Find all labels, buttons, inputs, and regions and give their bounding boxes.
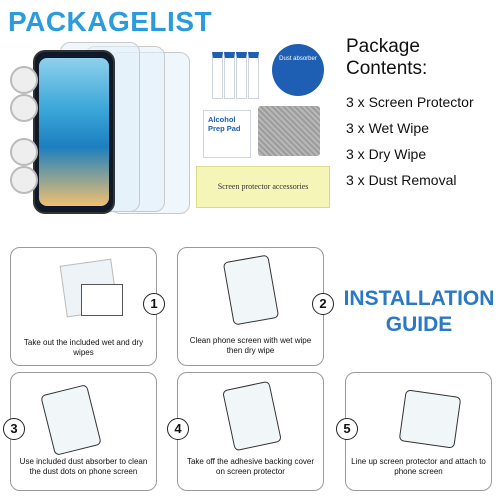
list-item: 3 x Screen Protector bbox=[346, 94, 474, 110]
step-illustration bbox=[81, 284, 123, 316]
step-card-5 bbox=[345, 372, 492, 491]
list-item: 3 x Wet Wipe bbox=[346, 120, 429, 136]
package-contents-heading: Package Contents: bbox=[346, 36, 428, 79]
step-number-badge: 2 bbox=[312, 293, 334, 315]
dust-absorber-label: Dust absorber bbox=[272, 44, 324, 96]
accessories-bag: Screen protector accessories bbox=[196, 166, 330, 208]
lens-protector bbox=[10, 138, 36, 194]
phone-image bbox=[33, 50, 115, 214]
list-item: 3 x Dry Wipe bbox=[346, 146, 427, 162]
dry-wipe-cloth bbox=[258, 106, 320, 156]
alcohol-prep-pad bbox=[203, 110, 251, 158]
step-number-badge: 4 bbox=[167, 418, 189, 440]
step-illustration bbox=[40, 384, 102, 456]
step-text: Line up screen protector and attach to phone screen bbox=[351, 457, 486, 476]
step-illustration bbox=[222, 381, 282, 452]
dust-absorber-stickers bbox=[212, 44, 330, 96]
installation-guide-heading: INSTALLATION GUIDE bbox=[343, 287, 495, 336]
step-card-2 bbox=[177, 247, 324, 366]
step-text: Use included dust absorber to clean the dust dots on phone screen bbox=[19, 457, 148, 476]
step-number-badge: 1 bbox=[143, 293, 165, 315]
step-card-4 bbox=[177, 372, 324, 491]
step-text: Take off the adhesive backing cover on screen protector bbox=[186, 457, 315, 476]
alcohol-pad-label: Alcohol Prep Pad bbox=[208, 115, 241, 133]
step-card-3 bbox=[10, 372, 157, 491]
step-text: Clean phone screen with wet wipe then dry wipe bbox=[189, 336, 312, 355]
step-text: Take out the included wet and dry wipes bbox=[23, 338, 144, 357]
step-number-badge: 5 bbox=[336, 418, 358, 440]
list-item: 3 x Dust Removal bbox=[346, 172, 457, 188]
step-illustration bbox=[399, 389, 462, 448]
step-card-1 bbox=[10, 247, 157, 366]
step-illustration bbox=[223, 254, 279, 325]
package-contents-list bbox=[346, 92, 496, 196]
lens-protector bbox=[10, 66, 36, 122]
page-title: PACKAGELIST bbox=[8, 6, 213, 37]
step-number-badge: 3 bbox=[3, 418, 25, 440]
